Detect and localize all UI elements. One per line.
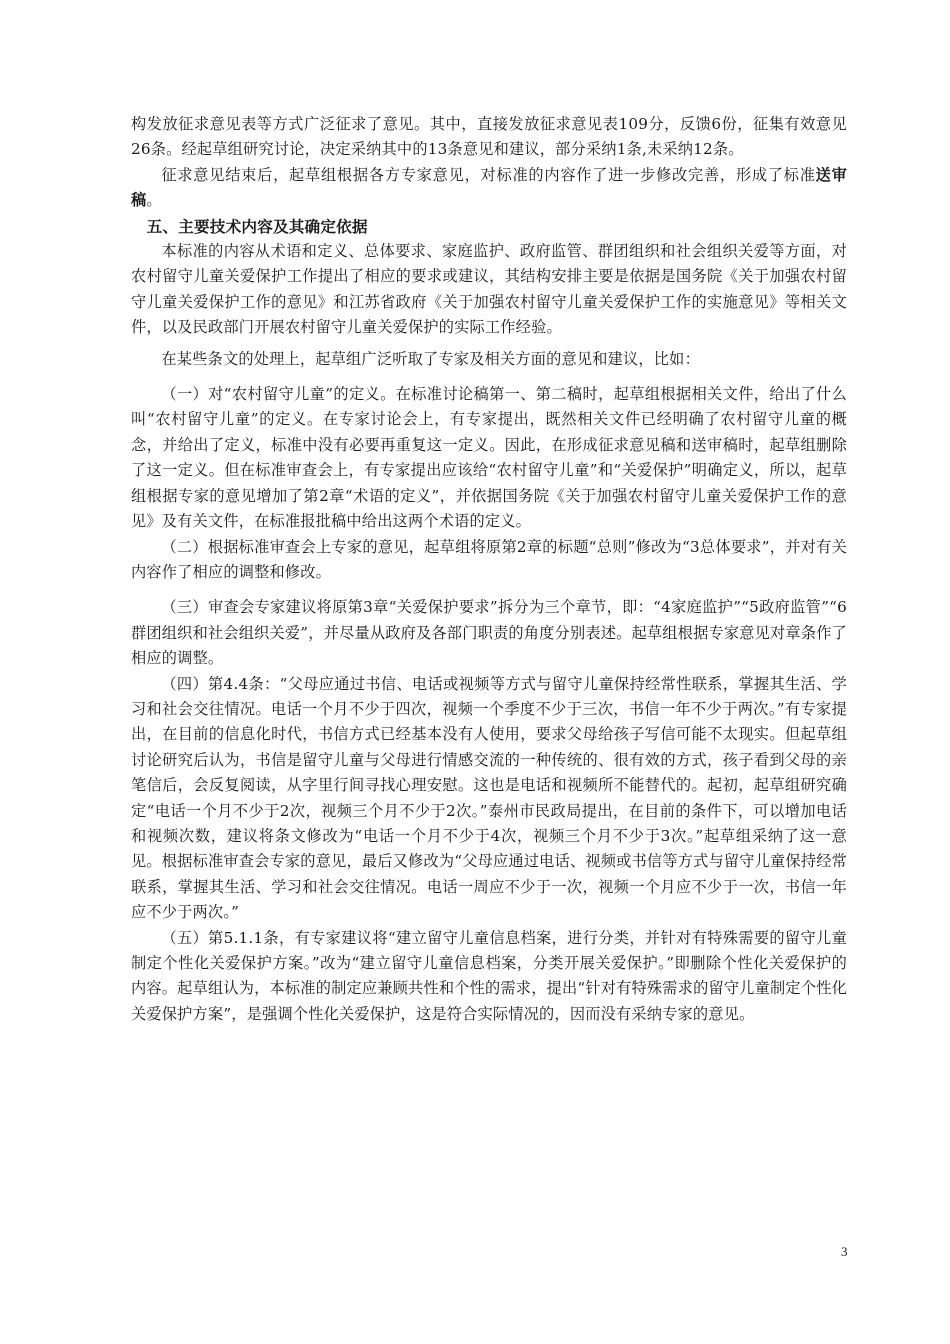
page-number: 3 bbox=[841, 1244, 848, 1259]
paragraph-expert-opinions: 在某些条文的处理上，起草组广泛听取了专家及相关方面的意见和建议，比如： bbox=[161, 349, 700, 368]
list-item-1: （一）对“农村留守儿童”的定义。在标准讨论稿第一、第二稿时，起草组根据相关文件，给出了什么叫“农村留守儿童”的定义。在专家讨论会上，有专家提出，既然相关文件已经明确了农村留守儿童的概念，并给出了定义，标准中没有必要再重复这一定义。因此，在形成征求意见稿和送审稿时，起草组删除了这一定义。但在标准审查会上，有专家提出应该给“农村留守儿童”和“关爱保护”明确定义，所以，起草组根据专家的意见增加了第2章“术语的定义”，并依据国务院《关于加强农村留守儿童关爱保护工作的意见》及有关文件，在标准报批稿中给出这两个术语的定义。 bbox=[131, 385, 847, 531]
list-item-5: （五）第5.1.1条，有专家建议将“建立留守儿童信息档案，进行分类，并针对有特殊需要的留守儿童制定个性化关爱保护方案。”改为“建立留守儿童信息档案，分类开展关爱保护。”即删除个性化关爱保护的内容。起草组认为，本标准的制定应兼顾共性和个性的需求，提出“针对有特殊需求的留守儿童制定个性化关爱保护方案”，是强调个性化关爱保护，这是符合实际情况的，因而没有采纳专家的意见。 bbox=[131, 928, 847, 1023]
list-item-4: （四）第4.4条：“父母应通过书信、电话或视频等方式与留守儿童保持经常性联系，掌握其生活、学习和社会交往情况。电话一个月不少于四次，视频一个季度不少于三次，书信一年不少于两次。”有专家提出，在目前的信息化时代，书信方式已经基本没有人使用，要求父母给孩子写信可能不太现实。但起草组讨论研究后认为，书信是留守儿童与父母进行情感交流的一种传统的、很有效的方式，孩子看到父母的亲笔信后，会反复阅读，从字里行间寻找心理安慰。这也是电话和视频所不能替代的。起初，起草组研究确定“电话一个月不少于2次，视频三个月不少于2次。”泰州市民政局提出，在目前的条件下，可以增加电话和视频次数，建议将条文修改为“电话一个月不少于4次，视频三个月不少于3次。”起草组采纳了这一意见。根据标准审查会专家的意见，最后又修改为“父母应通过电话、视频或书信等方式与留守儿童保持经常联系，掌握其生活、学习和社会交往情况。电话一周应不少于一次，视频一个月应不少于一次，书信一年应不少于两次。” bbox=[131, 674, 847, 922]
paragraph-text: 。 bbox=[146, 191, 162, 210]
document-page bbox=[131, 112, 847, 1027]
paragraph-content-basis: 本标准的内容从术语和定义、总体要求、家庭监护、政府监管、群团组织和社会组织关爱等方面，对农村留守儿童关爱保护工作提出了相应的要求或建议，其结构安排主要是依据是国务院《关于加强农村留守儿童关爱保护工作的意见》和江苏省政府《关于加强农村留守儿童关爱保护工作的实施意见》等相关文件，以及民政部门开展农村留守儿童关爱保护的实际工作经验。 bbox=[131, 242, 847, 337]
bold-term: 送审稿 bbox=[131, 165, 848, 210]
list-item-2: （二）根据标准审查会上专家的意见，起草组将原第2章的标题“总则”修改为“3总体要求”，并对有关内容作了相应的调整和修改。 bbox=[131, 537, 847, 581]
spacer bbox=[131, 585, 847, 595]
paragraph-feedback-summary: 构发放征求意见表等方式广泛征求了意见。其中，直接发放征求意见表109分，反馈6份，征集有效意见26条。经起草组研究讨论，决定采纳其中的13条意见和建议，部分采纳1条,未采纳12条。 bbox=[131, 115, 847, 159]
spacer bbox=[131, 372, 847, 382]
list-item-3: （三）审查会专家建议将原第3章“关爱保护要求”拆分为三个章节，即：“4家庭监护”“5政府监管”“6群团组织和社会组织关爱”，并尽量从政府及各部门职责的角度分别表述。起草组根据专家意见对章条作了相应的调整。 bbox=[131, 598, 847, 668]
paragraph-submission-draft bbox=[131, 163, 847, 214]
section-heading: 五、主要技术内容及其确定依据 bbox=[146, 216, 368, 236]
paragraph-text: 征求意见结束后，起草组根据各方专家意见，对标准的内容作了进一步修改完善，形成了标准 bbox=[161, 165, 816, 184]
